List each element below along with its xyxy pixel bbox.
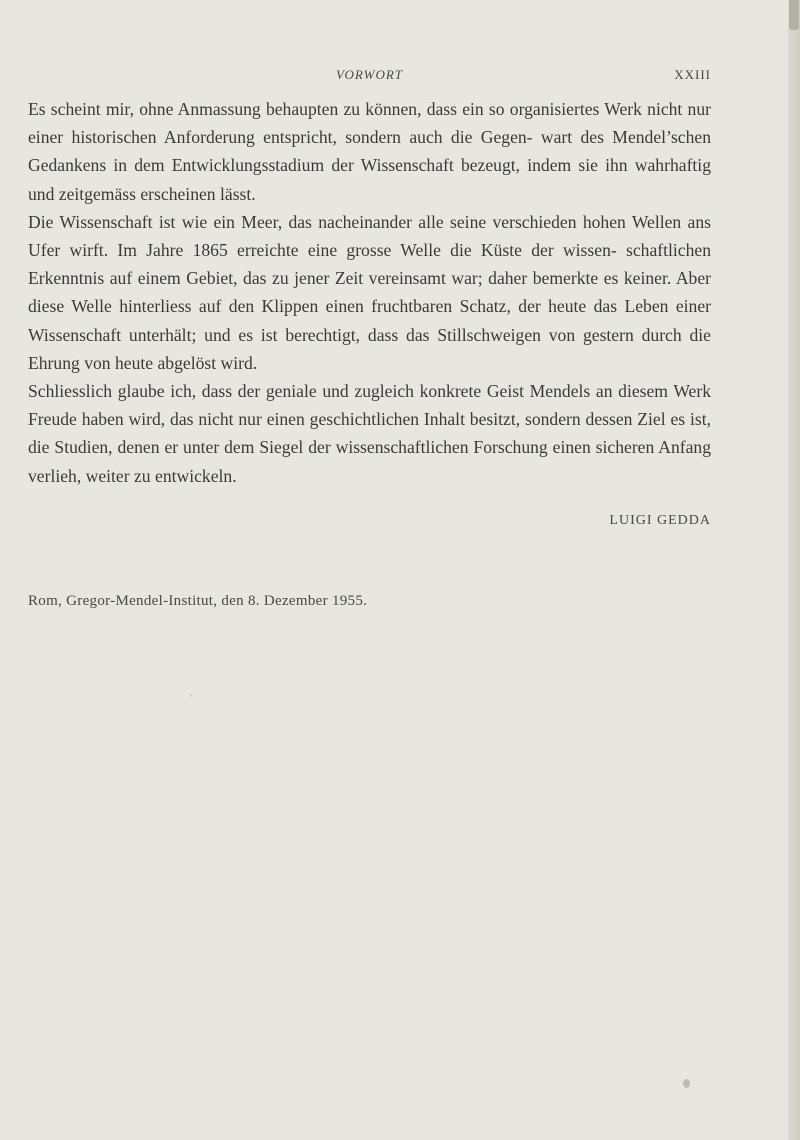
page-edge-mark — [789, 0, 799, 30]
page-number: XXIII — [674, 67, 711, 82]
dateline: Rom, Gregor-Mendel-Institut, den 8. Dezember 1955. — [28, 593, 368, 609]
running-head — [28, 67, 711, 89]
paper-speck — [190, 694, 192, 697]
running-head-title: VORWORT — [335, 67, 404, 82]
paragraph-1: Es scheint mir, ohne Anmassung behaupten zu können, dass ein so organisiertes Werk nicht nur einer historischen Anforderung entspricht, sondern auch die Gegen- wart des Mendel’schen Gedankens in dem Entwicklungsstadium der Wissenschaft bezeugt, indem sie ihn wahrhaftig und zeitgemäss erscheinen lässt. — [28, 99, 711, 204]
body-text — [28, 95, 711, 490]
paragraph-2: Die Wissenschaft ist wie ein Meer, das nacheinander alle seine verschieden hohen Wellen ans Ufer wirft. Im Jahre 1865 erreichte eine grosse Welle die Küste der wissen- schaftlichen Erkenntnis auf einem Gebiet, das zu jener Zeit vereinsamt war; daher bemerkte es keiner. Aber diese Welle hinterliess auf den Klippen einen fruchtbaren Schatz, der heute das Leben einer Wissenschaft unterhält; und es ist berechtigt, dass das Stillschweigen von gestern durch die Ehrung von heute abgelöst wird. — [28, 211, 711, 373]
author-signature: LUIGI GEDDA — [609, 513, 711, 528]
page-edge-strip — [788, 0, 800, 1140]
paper-speck — [683, 1079, 690, 1088]
paragraph-3: Schliesslich glaube ich, dass der geniale und zugleich konkrete Geist Mendels an diesem Werk Freude haben wird, das nicht nur einen geschichtlichen Inhalt besitzt, sondern dessen Ziel es ist, die Studien, denen er unter dem Siegel der wissenschaftlichen Forschung einen sicheren Anfang verlieh, weiter zu entwickeln. — [28, 381, 711, 486]
